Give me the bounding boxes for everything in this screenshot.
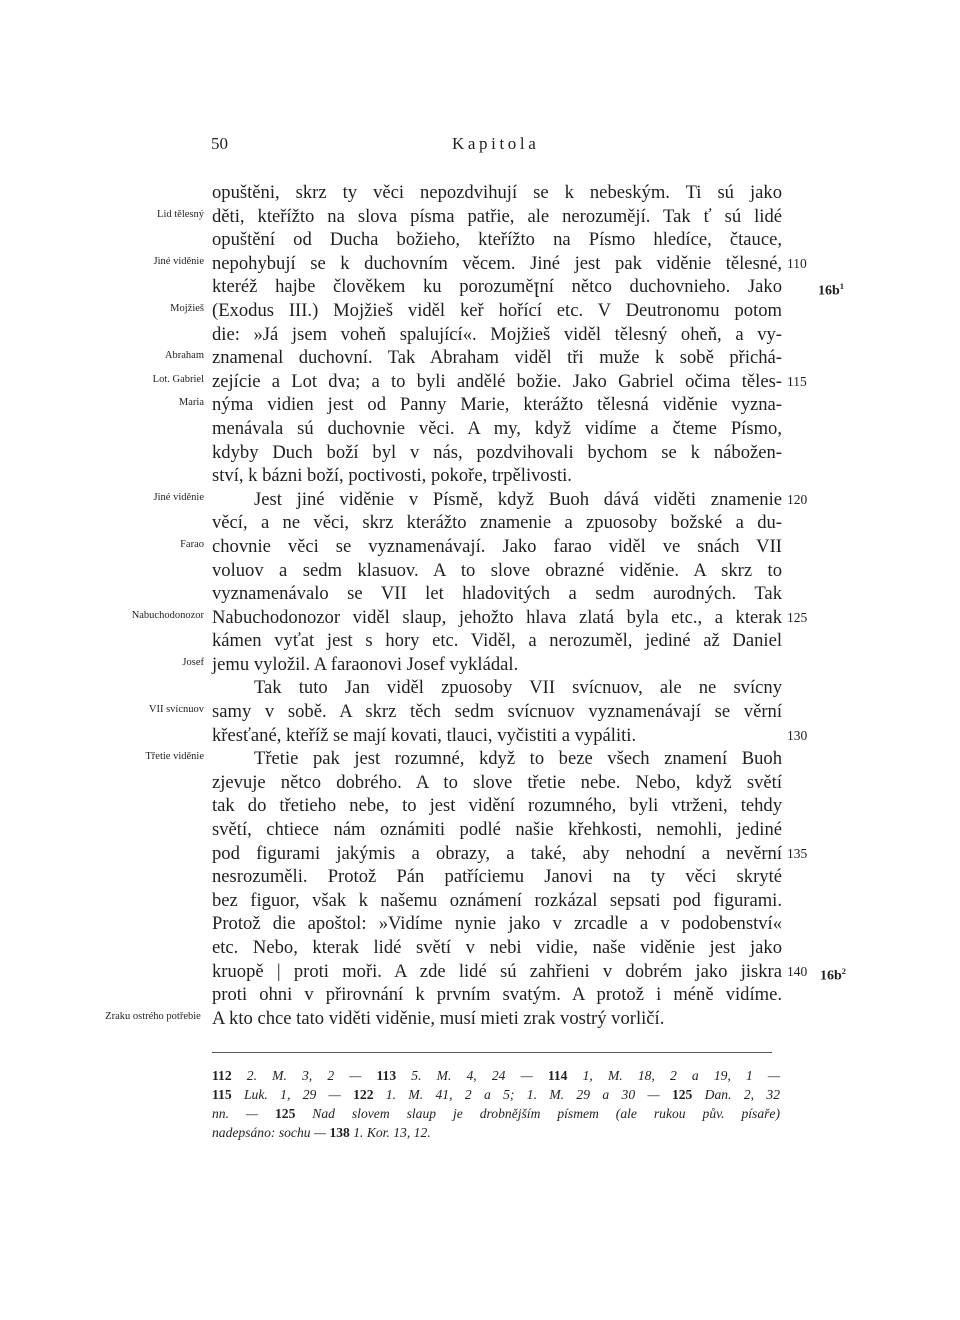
text-line: samy v sobě. A skrz těch sedm svícnuov vyznamenávají se věrní [212,701,782,723]
text-line: Protož die apoštol: »Vidíme nynie jako v zrcadle a v podobenství« [212,913,782,935]
line-number: 130 [787,727,808,743]
text-line: vyznamenávalo se VII let hladovitých a sedm aurodných. Tak [212,583,782,605]
text-line: jemu vyložil. A faraonovi Josef vykládal. [212,653,519,675]
text-row [0,488,960,512]
text-line: kámen vyťat jest s hory etc. Viděl, a nerozuměl, jediné až Daniel [212,630,782,652]
text-line: A kto chce tato viděti viděnie, musí mieti zrak vostrý vorličí. [212,1007,665,1029]
line-number: 140 [787,963,808,979]
text-row [0,818,960,842]
text-row [0,393,960,417]
text-row [0,771,960,795]
margin-note: Jiné viděnie [153,491,204,503]
running-head: Kapitola [452,134,540,153]
text-row [0,676,960,700]
margin-note: Lid tělesný [157,208,204,220]
text-row [0,275,960,299]
text-line: Třetie pak jest rozumné, když to beze všech znamení Buoh [254,748,782,770]
text-line: znamenal duchovní. Tak Abraham viděl tři muže k sobě přichá- [212,347,782,369]
text-line: Jest jiné viděnie v Písmě, když Buoh dává viděti znamenie [254,488,782,510]
footnote-line: nn. — 125 Nad slovem slaup je drobnějším písmem (ale rukou pův. písaře) [212,1106,780,1121]
footnotes [212,1066,780,1142]
text-line: opuštěni, skrz ty věci nepozdvihují se k nebeským. Ti sú jako [212,182,782,203]
margin-note: Lot. Gabriel [152,373,204,385]
footnote-line: 112 2. M. 3, 2 — 113 5. M. 4, 24 — 114 1, M. 18, 2 a 19, 1 — [212,1068,781,1083]
text-row [0,842,960,866]
text-line: nepohybují se k duchovním věcem. Jiné jest pak viděnie tělesné, [212,252,782,274]
text-line: tak do třetieho nebe, to jest vidění rozumného, byli vtrženi, tehdy [212,795,782,817]
text-row [0,299,960,323]
text-row [0,936,960,960]
line-number: 135 [787,845,808,861]
folio-marker: $16b^2$ [820,965,847,984]
text-line: kdyby Duch boží byl v nás, pozdvihovali bychom se k nábožen- [212,441,782,463]
text-line: opuštění od Ducha božieho, kteřížto na Písmo hledíce, čtauce, [212,229,782,251]
text-line: zjevuje nětco dobrého. A to slove třetie nebe. Nebo, když světí [212,771,782,793]
main-text [0,181,960,1030]
text-line: bez figuor, však k našemu oznámení rozkázal sepsati pod figurami. [212,889,782,911]
margin-note: Třetie viděnie [145,751,204,763]
text-row [0,794,960,818]
footnote-line: nadepsáno: sochu — 138 1. Kor. 13, 12. [212,1125,431,1140]
text-row [0,346,960,370]
text-row [0,983,960,1007]
text-line: děti, kteřížto na slova písma patřie, ale nerozumějí. Tak ť sú lidé [212,205,782,227]
margin-note: VII svícnuov [148,704,204,716]
text-line: proti ohni v přirovnání k prvním svatým. A protož i méně vidíme. [212,984,782,1006]
text-line: (Exodus III.) Mojžieš viděl keř hořící etc. V Deutronomu potom [212,299,782,321]
line-number: 125 [787,609,808,625]
text-row [0,582,960,606]
text-row [0,181,960,205]
margin-note: Jiné viděnie [153,255,204,267]
margin-note: Nabuchodonozor [131,609,204,621]
text-row [0,559,960,583]
line-number: 110 [787,255,807,271]
text-row [0,865,960,889]
text-line: Tak tuto Jan viděl zpuosoby VII svícnuov, ale ne svícny [254,677,782,699]
text-row [0,912,960,936]
footnote-line: 115 Luk. 1, 29 — 122 1. M. 41, 2 a 5; 1. M. 29 a 30 — 125 Dan. 2, 32 [212,1087,780,1102]
text-line: nesrozuměli. Protož Pán patříciemu Janovi na ty věci skryté [212,866,782,888]
text-line: chovnie věci se vyznamenávají. Jako farao viděl ve snách VII [212,535,782,557]
text-row [0,228,960,252]
text-row [0,205,960,229]
text-row [0,960,960,984]
text-row [0,747,960,771]
text-row [0,700,960,724]
text-line: kruopě | proti moři. A zde lidé sú zahřieni v dobrém jako jiskra [212,960,782,982]
text-line: pod figurami jakýmis a obrazy, a také, aby nehodní a nevěrní [212,842,782,864]
text-row [0,511,960,535]
text-row [0,889,960,913]
text-line: nýma vidien jest od Panny Marie, kterážto tělesná viděnie vyzna- [212,394,782,416]
text-row [0,535,960,559]
text-line: menávala sú duchovnie věci. A my, když vidíme a čteme Písmo, [212,417,782,439]
margin-note: Josef [182,656,204,668]
margin-note: Zraku ostrého potřebie [105,1010,201,1022]
text-row [0,441,960,465]
text-row [0,417,960,441]
text-line: křesťané, kteříž se mají kovati, tlauci, vyčistiti a vypáliti. [212,724,637,746]
text-row [0,1007,960,1031]
text-row [0,323,960,347]
text-line: voluov a sedm klasuov. A to slove obrazné viděnie. A skrz to [212,559,782,581]
margin-note: Abraham [164,350,204,362]
folio-marker: $16b^1$ [818,281,845,300]
margin-note: Maria [178,397,204,409]
text-line: zejície a Lot dva; a to byli andělé božie. Jako Gabriel očima těles- [212,370,782,392]
text-row [0,653,960,677]
text-row [0,629,960,653]
text-row [0,464,960,488]
margin-note: Mojžieš [170,302,204,314]
text-row [0,724,960,748]
text-line: kteréž hajbe člověkem ku porozuměꞁní nětco duchovnieho. Jako [212,276,782,298]
footnote-rule [212,1052,772,1053]
text-line: ství, k bázni boží, poctivosti, pokoře, trpělivosti. [212,465,572,487]
line-number: 120 [787,491,808,507]
text-row [0,606,960,630]
line-number: 115 [787,373,807,389]
page-number: 50 [211,134,228,153]
text-line: etc. Nebo, kterak lidé světí v nebi vidie, naše viděnie jest jako [212,937,782,958]
text-row [0,252,960,276]
margin-note: Farao [180,538,204,550]
text-row [0,370,960,394]
text-line: věcí, a ne věci, skrz kterážto znamenie a zpuosoby božské a du- [212,512,782,534]
text-line: die: »Já jsem voheň spalující«. Mojžieš viděl tělesný oheň, a vy- [212,323,782,345]
text-line: světí, chtiece nám oznámiti podlé našie křehkosti, nemohli, jediné [212,819,782,841]
text-line: Nabuchodonozor viděl slaup, jehožto hlava zlatá byla etc., a kterak [212,606,782,628]
